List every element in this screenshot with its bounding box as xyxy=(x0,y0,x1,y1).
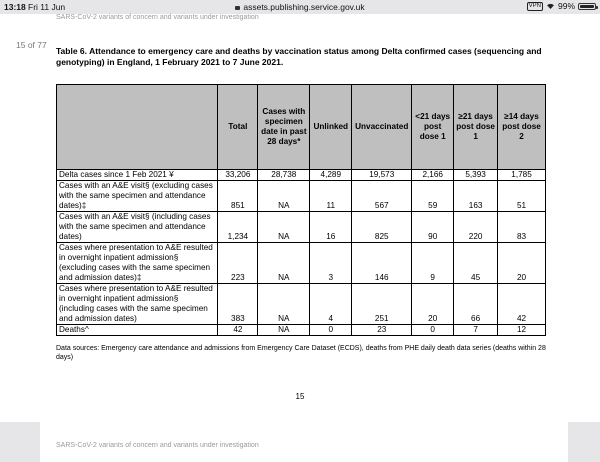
table-cell: 220 xyxy=(454,212,498,243)
table-cell: 825 xyxy=(352,212,412,243)
address-bar[interactable] xyxy=(0,2,600,12)
page-number: 15 xyxy=(295,392,305,401)
table-cell: 851 xyxy=(218,181,258,212)
table-title: Table 6. Attendance to emergency care and deaths by vaccination status among Delta confirmed cases (sequencing and genotyping) in England, 1 February 2021 to 7 June 2021. xyxy=(56,46,542,67)
table-cell: 12 xyxy=(498,325,546,336)
column-header: ≥14 days post dose 2 xyxy=(498,85,546,170)
table-cell: 42 xyxy=(218,325,258,336)
table-cell: 0 xyxy=(310,325,352,336)
table-cell: 5,393 xyxy=(454,170,498,181)
battery-fill xyxy=(580,5,594,8)
table-cell: 4 xyxy=(310,284,352,325)
table-row xyxy=(57,325,546,336)
table-cell: NA xyxy=(258,181,310,212)
table-cell: 66 xyxy=(454,284,498,325)
table-cell: NA xyxy=(258,284,310,325)
lock-icon xyxy=(235,6,240,10)
next-running-header: SARS-CoV-2 variants of concern and variants under investigation xyxy=(56,442,259,449)
column-header xyxy=(57,85,218,170)
table-row xyxy=(57,243,546,284)
table-cell: 251 xyxy=(352,284,412,325)
battery-icon xyxy=(578,3,596,10)
table-row xyxy=(57,212,546,243)
date: Fri 11 Jun xyxy=(28,2,66,12)
table-cell: 20 xyxy=(498,243,546,284)
url-text: assets.publishing.service.gov.uk xyxy=(243,2,365,12)
table-cell: 19,573 xyxy=(352,170,412,181)
status-bar xyxy=(0,0,600,14)
table-cell: 33,206 xyxy=(218,170,258,181)
clock: 13:18 xyxy=(4,2,26,12)
table-cell: 2,166 xyxy=(412,170,454,181)
table-row xyxy=(57,170,546,181)
vpn-icon: VPN xyxy=(528,2,541,9)
table-cell: 90 xyxy=(412,212,454,243)
table-cell: NA xyxy=(258,212,310,243)
table-cell: 59 xyxy=(412,181,454,212)
table-cell: 83 xyxy=(498,212,546,243)
table-cell: 11 xyxy=(310,181,352,212)
row-label: Cases where presentation to A&E resulted in overnight inpatient admission§ (including cases with the same specimen and admission dates) xyxy=(57,284,218,325)
column-header: Unlinked xyxy=(310,85,352,170)
table-cell: 28,738 xyxy=(258,170,310,181)
table-cell: 20 xyxy=(412,284,454,325)
table-cell: 146 xyxy=(352,243,412,284)
column-header: ≥21 days post dose 1 xyxy=(454,85,498,170)
table-cell: 16 xyxy=(310,212,352,243)
page-counter: 15 of 77 xyxy=(16,40,47,50)
row-label: Cases with an A&E visit§ (including cases with the same specimen and attendance dates) xyxy=(57,212,218,243)
row-label: Cases where presentation to A&E resulted in overnight inpatient admission§ (excluding cases with the same specimen and admission dates)‡ xyxy=(57,243,218,284)
table-cell: 7 xyxy=(454,325,498,336)
wifi-icon xyxy=(546,3,555,9)
table-cell: 4,289 xyxy=(310,170,352,181)
column-header: <21 days post dose 1 xyxy=(412,85,454,170)
running-header: SARS-CoV-2 variants of concern and variants under investigation xyxy=(56,14,259,21)
column-header: Total xyxy=(218,85,258,170)
table-cell: 42 xyxy=(498,284,546,325)
table-cell: 45 xyxy=(454,243,498,284)
status-icons xyxy=(527,1,596,11)
table-cell: 51 xyxy=(498,181,546,212)
column-header: Unvaccinated xyxy=(352,85,412,170)
table-cell: NA xyxy=(258,325,310,336)
table-row xyxy=(57,181,546,212)
vaccination-status-table xyxy=(56,84,546,336)
row-label: Deaths^ xyxy=(57,325,218,336)
table-cell: 383 xyxy=(218,284,258,325)
next-pdf-page xyxy=(40,422,568,462)
table-row xyxy=(57,284,546,325)
row-label: Cases with an A&E visit§ (excluding cases with the same specimen and attendance dates)‡ xyxy=(57,181,218,212)
table-header-row xyxy=(57,85,546,170)
column-header: Cases with specimen date in past 28 days* xyxy=(258,85,310,170)
table-cell: 1,234 xyxy=(218,212,258,243)
table-cell: 3 xyxy=(310,243,352,284)
table-cell: 223 xyxy=(218,243,258,284)
pdf-page xyxy=(0,14,600,422)
table-cell: NA xyxy=(258,243,310,284)
table-cell: 9 xyxy=(412,243,454,284)
data-sources-note: Data sources: Emergency care attendance and admissions from Emergency Care Dataset (ECDS), deaths from PHE daily death data series (deaths within 28 days) xyxy=(56,345,546,361)
table-cell: 23 xyxy=(352,325,412,336)
table-cell: 0 xyxy=(412,325,454,336)
table-cell: 163 xyxy=(454,181,498,212)
battery-percent: 99% xyxy=(557,1,575,11)
row-label: Delta cases since 1 Feb 2021 ¥ xyxy=(57,170,218,181)
table-cell: 567 xyxy=(352,181,412,212)
table-cell: 1,785 xyxy=(498,170,546,181)
